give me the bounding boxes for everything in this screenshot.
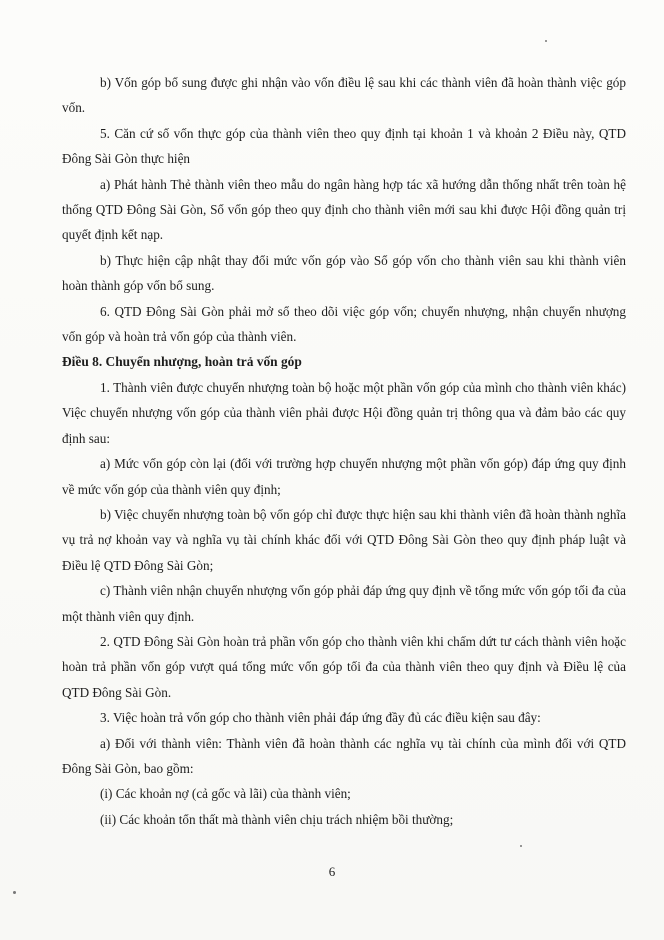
page-number: 6 <box>328 864 336 879</box>
paragraph-1c: c) Thành viên nhận chuyển nhượng vốn góp phải đáp ứng quy định về tổng mức vốn góp tối đa của một thành viên quy định. <box>62 583 626 624</box>
scan-speck <box>520 845 522 847</box>
document-body <box>62 70 626 832</box>
paragraph-clause-5: 5. Căn cứ số vốn thực góp của thành viên theo quy định tại khoản 1 và khoản 2 Điều này, QTD Đông Sài Gòn thực hiện <box>62 125 626 167</box>
paragraph-b-supplementary-capital: b) Vốn góp bổ sung được ghi nhận vào vốn điều lệ sau khi các thành viên đã hoàn thành việc góp vốn. <box>62 75 626 116</box>
scan-speck <box>13 891 16 894</box>
paragraph-article-8-clause-3: 3. Việc hoàn trả vốn góp cho thành viên phải đáp ứng đầy đủ các điều kiện sau đây: <box>100 710 541 726</box>
article-8-heading: Điều 8. Chuyển nhượng, hoàn trả vốn góp <box>62 354 302 370</box>
paragraph-article-8-clause-2: 2. QTD Đông Sài Gòn hoàn trả phần vốn góp cho thành viên khi chấm dứt tư cách thành viên hoặc hoàn trả phần vốn góp vượt quá tổng mức vốn góp tối đa của thành viên theo quy định và Điều lệ của QTD Đông Sài Gòn. <box>62 633 626 700</box>
paragraph-3a: a) Đối với thành viên: Thành viên đã hoàn thành các nghĩa vụ tài chính của mình đối với QTD Đông Sài Gòn, bao gồm: <box>62 735 626 776</box>
paragraph-1b: b) Việc chuyển nhượng toàn bộ vốn góp chỉ được thực hiện sau khi thành viên đã hoàn thành nghĩa vụ trả nợ khoản vay và nghĩa vụ tài chính khác đối với QTD Đông Sài Gòn theo quy định pháp luật và Điều lệ QTD Đông Sài Gòn; <box>62 506 626 573</box>
paragraph-3a-i: (i) Các khoản nợ (cả gốc và lãi) của thành viên; <box>100 786 351 802</box>
paragraph-article-8-clause-1: 1. Thành viên được chuyển nhượng toàn bộ hoặc một phần vốn góp của mình cho thành viên khác) Việc chuyển nhượng vốn góp của thành viên phải được Hội đồng quản trị thông qua và đảm bảo các quy định sau: <box>62 379 626 446</box>
paragraph-5a: a) Phát hành Thẻ thành viên theo mẫu do ngân hàng hợp tác xã hướng dẫn thống nhất trên toàn hệ thống QTD Đông Sài Gòn, Sổ vốn góp theo quy định cho thành viên mới sau khi được Hội đồng quản trị quyết định kết nạp. <box>62 176 626 243</box>
paragraph-5b: b) Thực hiện cập nhật thay đổi mức vốn góp vào Sổ góp vốn cho thành viên sau khi thành viên hoàn thành góp vốn bổ sung. <box>62 252 626 294</box>
paragraph-1a: a) Mức vốn góp còn lại (đối với trường hợp chuyển nhượng một phần vốn góp) đáp ứng quy định về mức vốn góp của thành viên quy định; <box>62 456 626 497</box>
scan-speck <box>545 40 547 42</box>
paragraph-clause-6: 6. QTD Đông Sài Gòn phải mở sổ theo dõi việc góp vốn; chuyển nhượng, nhận chuyển nhượng vốn góp và hoàn trả vốn góp của thành viên. <box>62 303 626 345</box>
paragraph-3a-ii: (ii) Các khoản tổn thất mà thành viên chịu trách nhiệm bồi thường; <box>100 811 454 827</box>
